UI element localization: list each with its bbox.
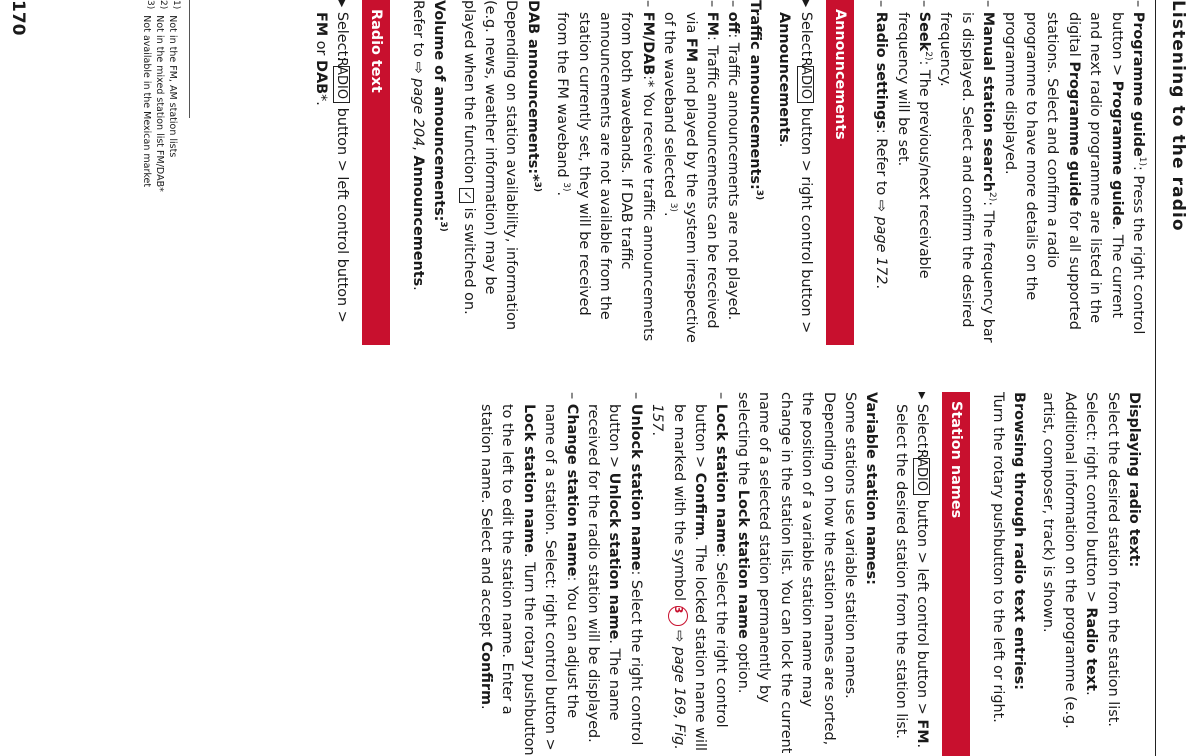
footnote-1: $^{1)}$ Not in the FM, AM station lists xyxy=(167,0,182,158)
dab-heading: DAB announcements:*$^{3)}$ xyxy=(524,0,542,193)
radio-key: RADIO xyxy=(797,66,814,103)
footnote-2: $^{2)}$ Not in the mixed station list FM/DAB* xyxy=(154,0,169,192)
displaying-heading: Displaying radio text: xyxy=(1126,392,1142,568)
checkbox-icon: ✓ xyxy=(459,188,474,203)
manual-search-item: – Manual station search$^{2)}$: The frequency bar is displayed. Select and confirm the desired frequency. xyxy=(937,0,997,343)
page-reference-link[interactable]: page 172 xyxy=(873,216,890,285)
announcements-select-step: ▸ Select: RADIO button > right control button > Announcements. xyxy=(776,0,814,334)
page-number: 170 xyxy=(8,0,28,36)
browsing-text: Turn the rotary pushbutton to the left or right. xyxy=(989,392,1006,723)
volume-heading: Volume of announcements:$^{3)}$ xyxy=(431,0,449,232)
right-column xyxy=(475,392,1148,756)
traffic-heading: Traffic announcements:$^{3)}$ xyxy=(746,0,764,201)
variable-text: Some stations use variable station names. Depending on how the station names are sorted, the position of a variable station name may change in the station list. You can lock the current name of a selected station permanently by selecting the Lock station name option. xyxy=(734,392,858,754)
radio-settings-item: – Radio settings: Refer to ⇨ page 172. xyxy=(873,0,890,290)
section-header-station-names: Station names xyxy=(942,392,970,756)
lock-symbol-icon: 3 xyxy=(668,606,688,626)
lock-item: – Lock station name: Select the right control button > Confirm. The locked station name will be marked with the symbol 3 ⇨ page 169, Fig. 157. xyxy=(649,392,730,751)
page-reference-link[interactable]: page 169, Fig. 157 xyxy=(649,404,687,750)
footnote-3: $^{3)}$ Not available in the Mexican market xyxy=(141,0,156,188)
left-column xyxy=(310,0,1148,345)
page-reference-link[interactable]: page 204 xyxy=(409,78,426,147)
page-header xyxy=(1155,0,1190,756)
unlock-item: – Unlock station name: Select the right control button > Unlock station name. The name received for the radio station will be displayed. xyxy=(585,392,644,746)
section-header-radio-text: Radio text xyxy=(362,0,390,345)
dab-text: Depending on station availability, information (e.g. news, weather information) may be played when the function ✓ is switched on. xyxy=(460,0,520,331)
programme-guide-item: – Programme guide$^{1)}$: Press the right control button > Programme guide. The current and next radio programme are listed in the digital Programme guide for all supported stations. Select and confirm a radio programme to have more details on the programme displayed. xyxy=(1001,0,1147,335)
seek-item: – Seek$^{2)}$: The previous/next receivable frequency will be set. xyxy=(894,0,933,279)
volume-text: Refer to ⇨ page 204, Announcements. xyxy=(409,0,426,291)
radio-key: RADIO xyxy=(913,458,930,495)
variable-heading: Variable station names: xyxy=(863,392,880,585)
change-item: – Change station name: You can adjust the name of a station. Select: right control button > Lock station name. Turn the rotary pushbutton to the left to edit the station name. Enter a station name. Select and accept Confirm. xyxy=(478,392,580,756)
radio-key: RADIO xyxy=(333,66,350,103)
radio-text-select-step: ▸ Select: RADIO button > left control button > FM or DAB*. xyxy=(313,0,351,323)
fm-item: – FM: Traffic announcements can be received via FM and played by the system irrespective of the waveband selected $^{3)}$. xyxy=(661,0,721,343)
section-header-announcements: Announcements xyxy=(826,0,854,345)
browsing-heading: Browsing through radio text entries: xyxy=(1010,392,1027,690)
displaying-text: Select the desired station from the station list. Select: right control button > Radio text. Additional information on the programme (e.g. artist, composer, track) is shown. xyxy=(1040,392,1121,729)
station-names-select-step: ▸ Select: RADIO button > left control button > FM. Select the desired station from the station list. xyxy=(892,392,931,749)
off-item: – off: Traffic announcements are not played. xyxy=(725,0,742,321)
fm-dab-item: – FM/DAB:* You receive traffic announcements from both wavebands. If DAB traffic announcements are not available from the station currently set, they will be received from the FM waveband $^{3)}$. xyxy=(554,0,656,342)
footnote-divider xyxy=(189,0,190,118)
page-title: Listening to the radio xyxy=(1168,0,1188,232)
